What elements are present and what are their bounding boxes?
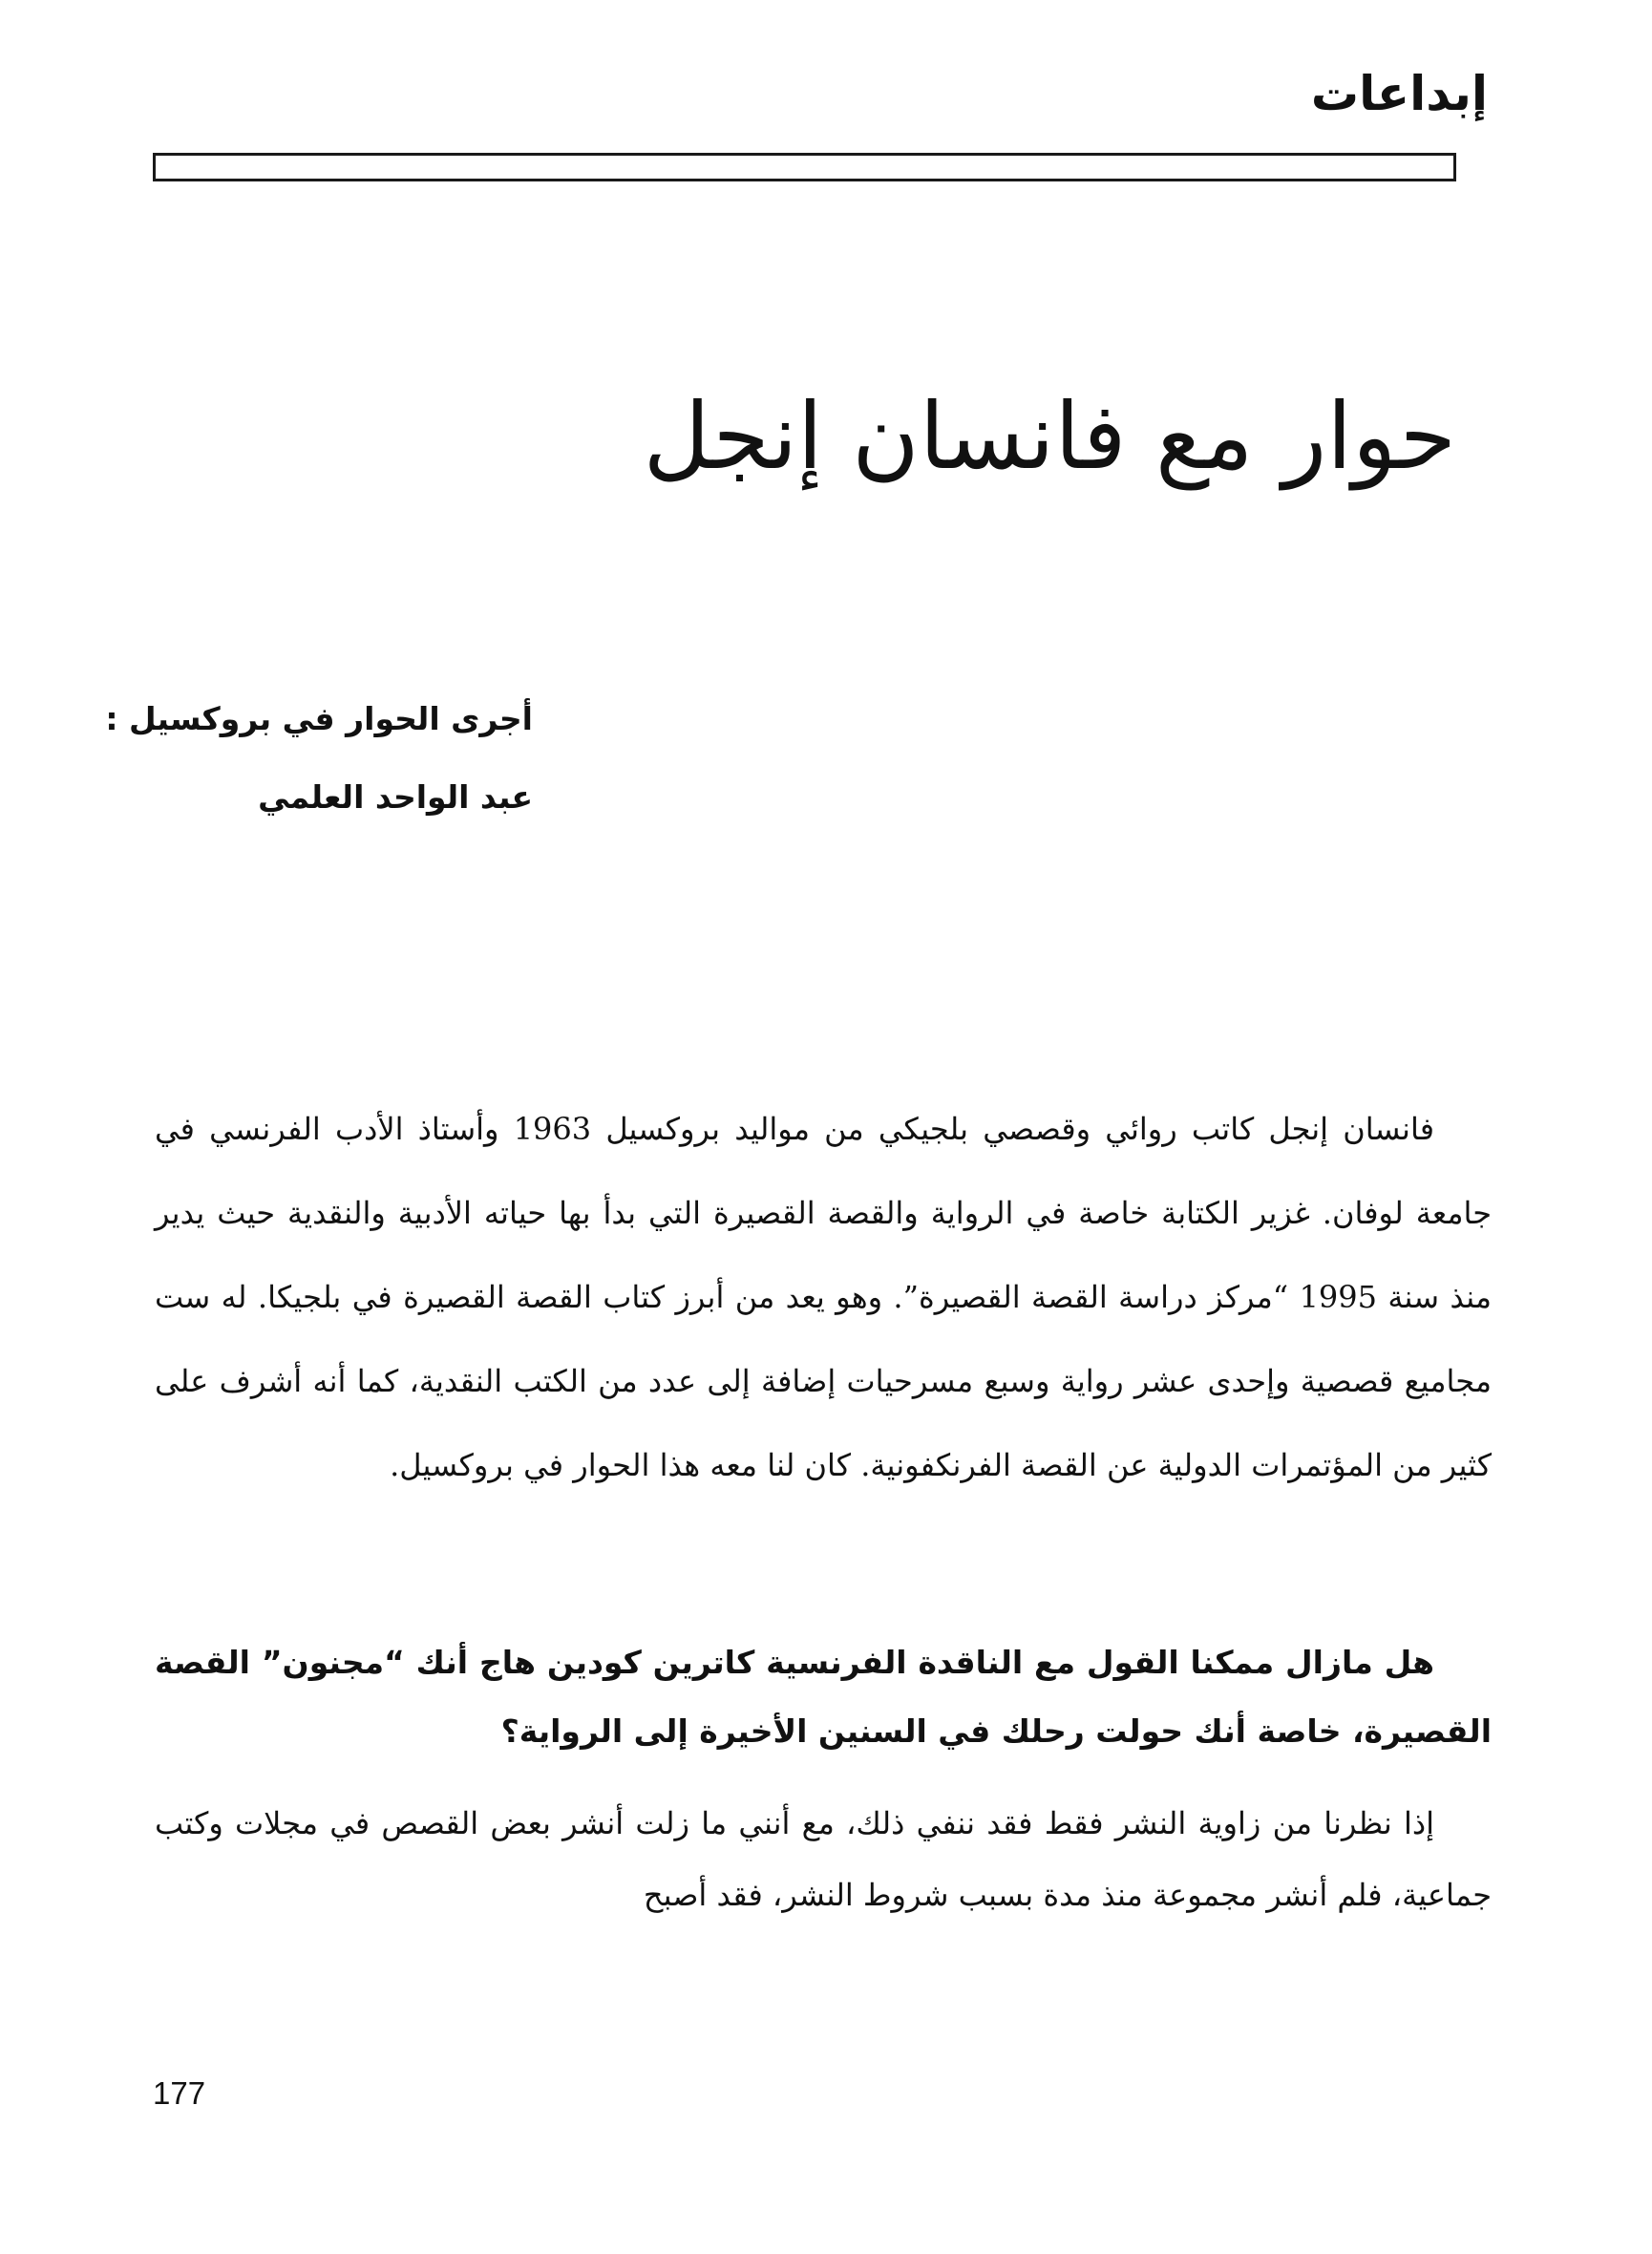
intro-paragraph: فانسان إنجل كاتب روائي وقصصي بلجيكي من مواليد بروكسيل 1963 وأستاذ الأدب الفرنسي في جامعة لوفان. غزير الكتابة خاصة في الرواية والقصة القصيرة التي بدأ بها حياته الأدبية والنقدية حيث يدير منذ سنة 1995 “مركز دراسة القصة القصيرة”. وهو يعد من أبرز كتاب القصة القصيرة في بلجيكا. له ست مجاميع قصصية وإحدى عشر رواية وسبع مسرحيات إضافة إلى عدد من الكتب النقدية، كما أنه أشرف على كثير من المؤتمرات الدولية عن القصة الفرنكفونية. كان لنا معه هذا الحوار في بروكسيل. — [155, 1111, 1493, 1483]
interview-question: هل مازال ممكنا القول مع الناقدة الفرنسية كاترين كودين هاج أنك “مجنون” القصة القصيرة، خاصة أنك حولت رحلك في السنين الأخيرة إلى الرواية؟ — [155, 1644, 1492, 1750]
section-label: إبداعات — [1310, 66, 1488, 121]
article-title: حوار مع فانسان إنجل — [643, 383, 1456, 490]
interview-answer: إذا نظرنا من زاوية النشر فقط فقد ننفي ذلك، مع أنني ما زلت أنشر بعض القصص في مجلات وكتب جماعية، فلم أنشر مجموعة منذ مدة بسبب شروط النشر، فقد أصبح — [155, 1805, 1492, 1913]
header-rule-box — [153, 153, 1456, 181]
byline — [105, 680, 533, 837]
page-number: 177 — [153, 2075, 206, 2111]
byline-intro: أجرى الحوار في بروكسيل : — [105, 700, 533, 737]
byline-author: عبد الواحد العلمي — [258, 778, 533, 816]
